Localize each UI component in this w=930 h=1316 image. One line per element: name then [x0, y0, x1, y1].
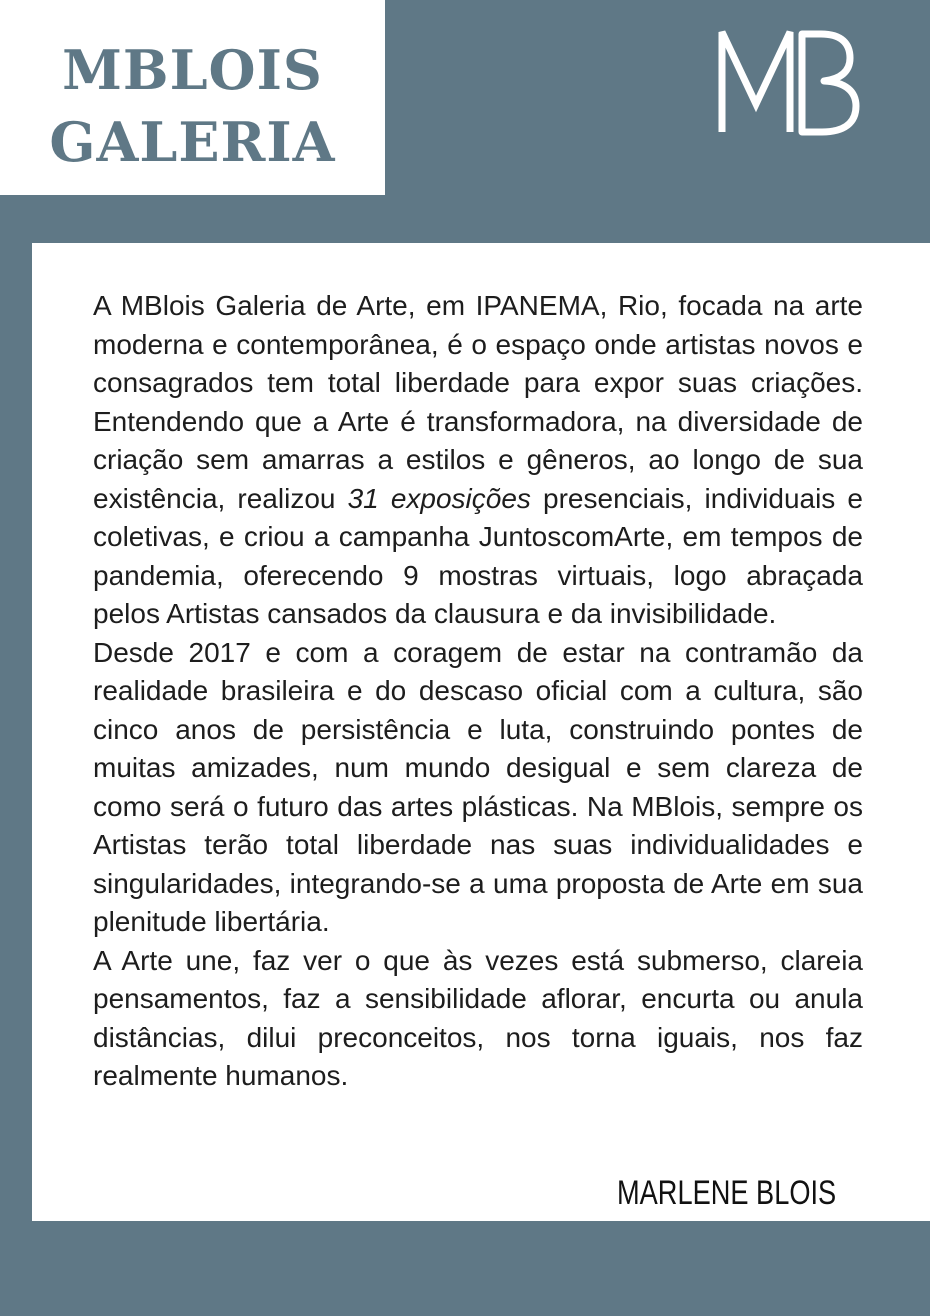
paragraph-3: A Arte une, faz ver o que às vezes está submerso, clareia pensamentos, faz a sensibilidade aflorar, encurta ou anula distâncias, dilui preconceitos, nos torna iguais, nos faz realmente humanos. — [93, 944, 863, 1091]
title-box — [0, 0, 385, 195]
paragraph-1-emphasis: 31 exposições — [347, 482, 531, 514]
author-signature: MARLENE BLOIS — [617, 1174, 837, 1212]
paragraph-1-start: A MBlois Galeria de Arte, em IPANEMA, Rio, focada na arte moderna e contemporânea, é o espaço onde artistas novos e consagrados tem total liberdade para expor suas criações. Entendendo que a Arte é transformadora, na diversidade de criação sem amarras a estilos e gêneros, ao longo de sua existência, realizou — [93, 290, 863, 514]
content-panel — [32, 243, 930, 1221]
paragraph-1 — [93, 287, 863, 634]
gallery-title-line1: MBLOIS — [62, 38, 323, 102]
gallery-title-line2: GALERIA — [49, 110, 336, 174]
paragraph-2: Desde 2017 e com a coragem de estar na contramão da realidade brasileira e do descaso oficial com a cultura, são cinco anos de persistência e luta, construindo pontes de muitas amizades, num mundo desigual e sem clareza de como será o futuro das artes plásticas. Na MBlois, sempre os Artistas terão total liberdade nas suas individualidades e singularidades, integrando-se a uma proposta de Arte em sua plenitude libertária. — [93, 636, 863, 937]
mb-logo-icon — [718, 26, 860, 138]
paragraph-1-end: presenciais, individuais e coletivas, e criou a campanha JuntoscomArte, em tempos de pandemia, oferecendo 9 mostras virtuais, logo abraçada pelos Artistas cansados da clausura e da invisibilidade. — [93, 482, 863, 629]
article-body — [93, 287, 863, 1096]
